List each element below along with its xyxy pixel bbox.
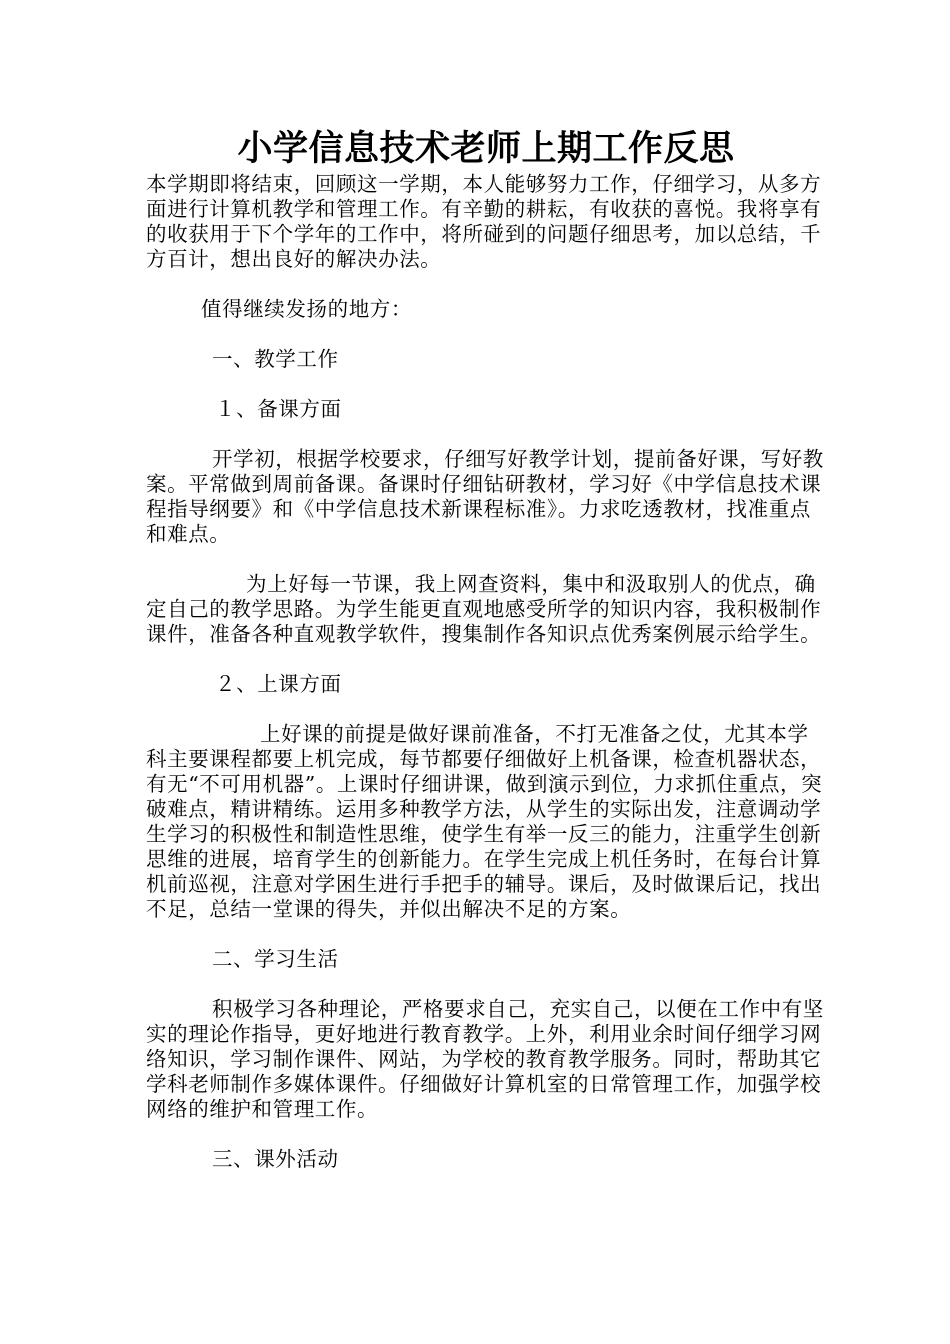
spacer	[146, 547, 826, 572]
spacer	[146, 322, 826, 347]
spacer	[146, 972, 826, 997]
preparation-paragraph-2: 为上好每一节课，我上网查资料，集中和汲取别人的优点，确定自己的教学思路。为学生能更直观地感受所学的知识内容，我积极制作课件，准备各种直观教学软件，搜集制作各知识点优秀案例展示给学生。	[146, 572, 822, 646]
preparation-paragraph-1: 开学初，根据学校要求，仔细写好教学计划，提前备好课，写好教案。平常做到周前备课。备课时仔细钻研教材，学习好《中学信息技术课程指导纲要》和《中学信息技术新课程标准》。力求吃透教材，找准重点和难点。	[146, 447, 824, 546]
spacer	[146, 372, 826, 397]
document-title: 小学信息技术老师上期工作反思	[237, 129, 735, 169]
subsection-heading-lessons: ２、上课方面	[215, 672, 342, 696]
merits-heading: 值得继续发扬的地方：	[201, 297, 412, 321]
spacer	[146, 272, 826, 297]
section-heading-teaching: 一、教学工作	[212, 347, 339, 371]
spacer	[146, 422, 826, 447]
intro-paragraph: 本学期即将结束，回顾这一学期，本人能够努力工作，仔细学习，从多方面进行计算机教学和管理工作。有辛勤的耕耘，有收获的喜悦。我将享有的收获用于下个学年的工作中，将所碰到的问题仔细思考，加以总结，千方百计，想出良好的解决办法。	[146, 172, 822, 271]
section-heading-study: 二、学习生活	[212, 947, 339, 971]
section-heading-extracurricular: 三、课外活动	[212, 1147, 339, 1171]
subsection-heading-preparation: １、备课方面	[215, 397, 342, 421]
document-page	[146, 126, 826, 1172]
spacer	[146, 647, 826, 672]
spacer	[146, 1122, 826, 1147]
lessons-paragraph: 上好课的前提是做好课前准备，不打无准备之仗，尤其本学科主要课程都要上机完成，每节都要仔细做好上机备课，检查机器状态，有无“不可用机器”。上课时仔细讲课，做到演示到位，力求抓住重点，突破难点，精讲精练。运用多种教学方法，从学生的实际出发，注意调动学生学习的积极性和制造性思维，使学生有举一反三的能力，注重学生创新思维的进展，培育学生的创新能力。在学生完成上机任务时，在每台计算机前巡视，注意对学困生进行手把手的辅导。课后，及时做课后记，找出不足，总结一堂课的得失，并似出解决不足的方案。	[146, 722, 823, 921]
spacer	[146, 697, 826, 722]
spacer	[146, 922, 826, 947]
study-paragraph: 积极学习各种理论，严格要求自己，充实自己，以便在工作中有坚实的理论作指导，更好地进行教育教学。上外，利用业余时间仔细学习网络知识，学习制作课件、网站，为学校的教育教学服务。同时，帮助其它学科老师制作多媒体课件。仔细做好计算机室的日常管理工作，加强学校网络的维护和管理工作。	[146, 997, 824, 1121]
